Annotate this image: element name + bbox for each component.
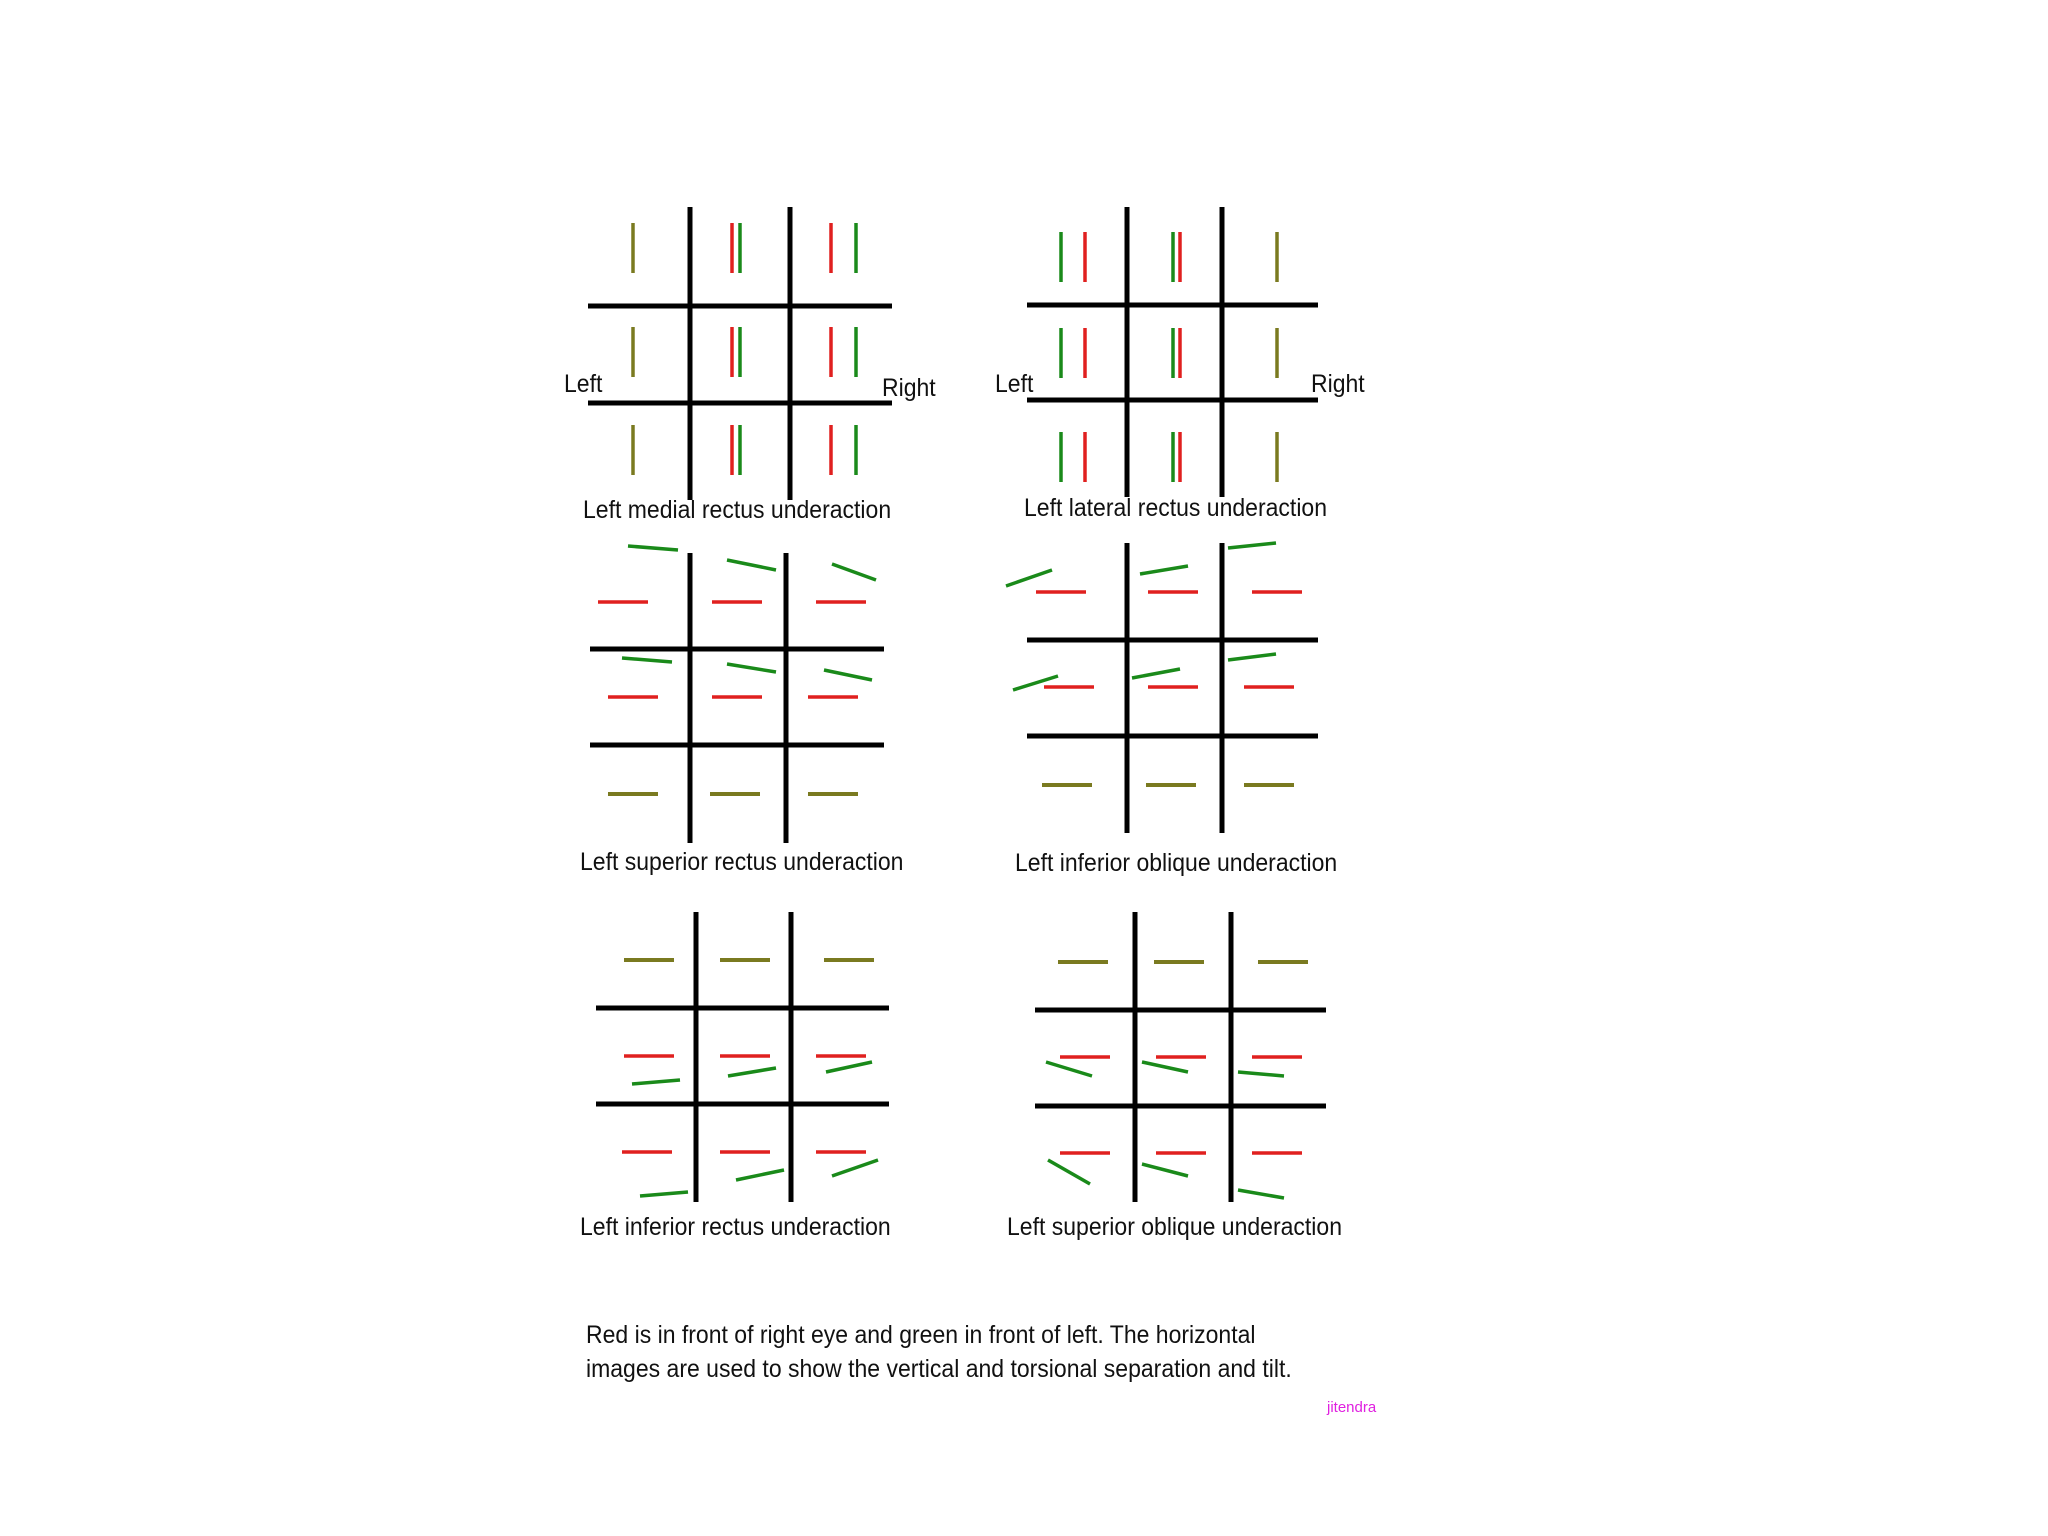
mark-left-eye bbox=[728, 1068, 776, 1076]
marks bbox=[1006, 543, 1302, 785]
mark-left-eye bbox=[1046, 1062, 1092, 1076]
marks bbox=[622, 960, 878, 1196]
side-label-left: Left bbox=[564, 370, 603, 398]
mark-left-eye bbox=[736, 1170, 784, 1180]
mark-left-eye bbox=[832, 1160, 878, 1176]
panel-title: Left superior rectus underaction bbox=[580, 848, 904, 876]
legend-caption bbox=[586, 1318, 1292, 1386]
panel-title: Left lateral rectus underaction bbox=[1024, 494, 1328, 522]
panel-left-lateral-rectus bbox=[1027, 207, 1318, 497]
side-label-left: Left bbox=[995, 370, 1034, 398]
mark-left-eye bbox=[622, 658, 672, 662]
mark-left-eye bbox=[1142, 1062, 1188, 1072]
panel-left-inferior-oblique bbox=[1006, 543, 1318, 833]
mark-left-eye bbox=[1238, 1190, 1284, 1198]
mark-left-eye bbox=[1006, 570, 1052, 586]
panel-title: Left inferior oblique underaction bbox=[1015, 849, 1338, 877]
mark-left-eye bbox=[1238, 1072, 1284, 1076]
mark-left-eye bbox=[1228, 654, 1276, 660]
mark-left-eye bbox=[1140, 566, 1188, 574]
mark-left-eye bbox=[826, 1062, 872, 1072]
legend-line-2: images are used to show the vertical and torsional separation and tilt. bbox=[586, 1355, 1292, 1383]
panel-title: Left inferior rectus underaction bbox=[580, 1213, 891, 1241]
side-label-right: Right bbox=[1311, 370, 1365, 398]
panel-title: Left medial rectus underaction bbox=[583, 496, 892, 524]
mark-left-eye bbox=[628, 546, 678, 550]
mark-left-eye bbox=[1228, 543, 1276, 548]
marks bbox=[1061, 232, 1277, 482]
mark-left-eye bbox=[824, 670, 872, 680]
mark-left-eye bbox=[1142, 1164, 1188, 1176]
side-label-right: Right bbox=[882, 374, 936, 402]
mark-left-eye bbox=[632, 1080, 680, 1084]
mark-left-eye bbox=[1048, 1160, 1090, 1184]
author-credit: jitendra bbox=[1327, 1399, 1377, 1416]
panel-left-superior-rectus bbox=[590, 546, 884, 843]
panel-left-inferior-rectus bbox=[596, 912, 889, 1202]
panel-left-superior-oblique bbox=[1035, 912, 1326, 1202]
mark-left-eye bbox=[727, 664, 776, 672]
panel-title: Left superior oblique underaction bbox=[1007, 1213, 1343, 1241]
mark-left-eye bbox=[727, 560, 776, 570]
marks bbox=[1046, 962, 1308, 1198]
mark-left-eye bbox=[1132, 669, 1180, 678]
mark-left-eye bbox=[832, 564, 876, 580]
marks bbox=[633, 223, 856, 475]
mark-left-eye bbox=[640, 1192, 688, 1196]
marks bbox=[598, 546, 876, 794]
panel-left-medial-rectus bbox=[588, 207, 892, 500]
legend-line-1: Red is in front of right eye and green in front of left. The horizontal bbox=[586, 1321, 1256, 1349]
